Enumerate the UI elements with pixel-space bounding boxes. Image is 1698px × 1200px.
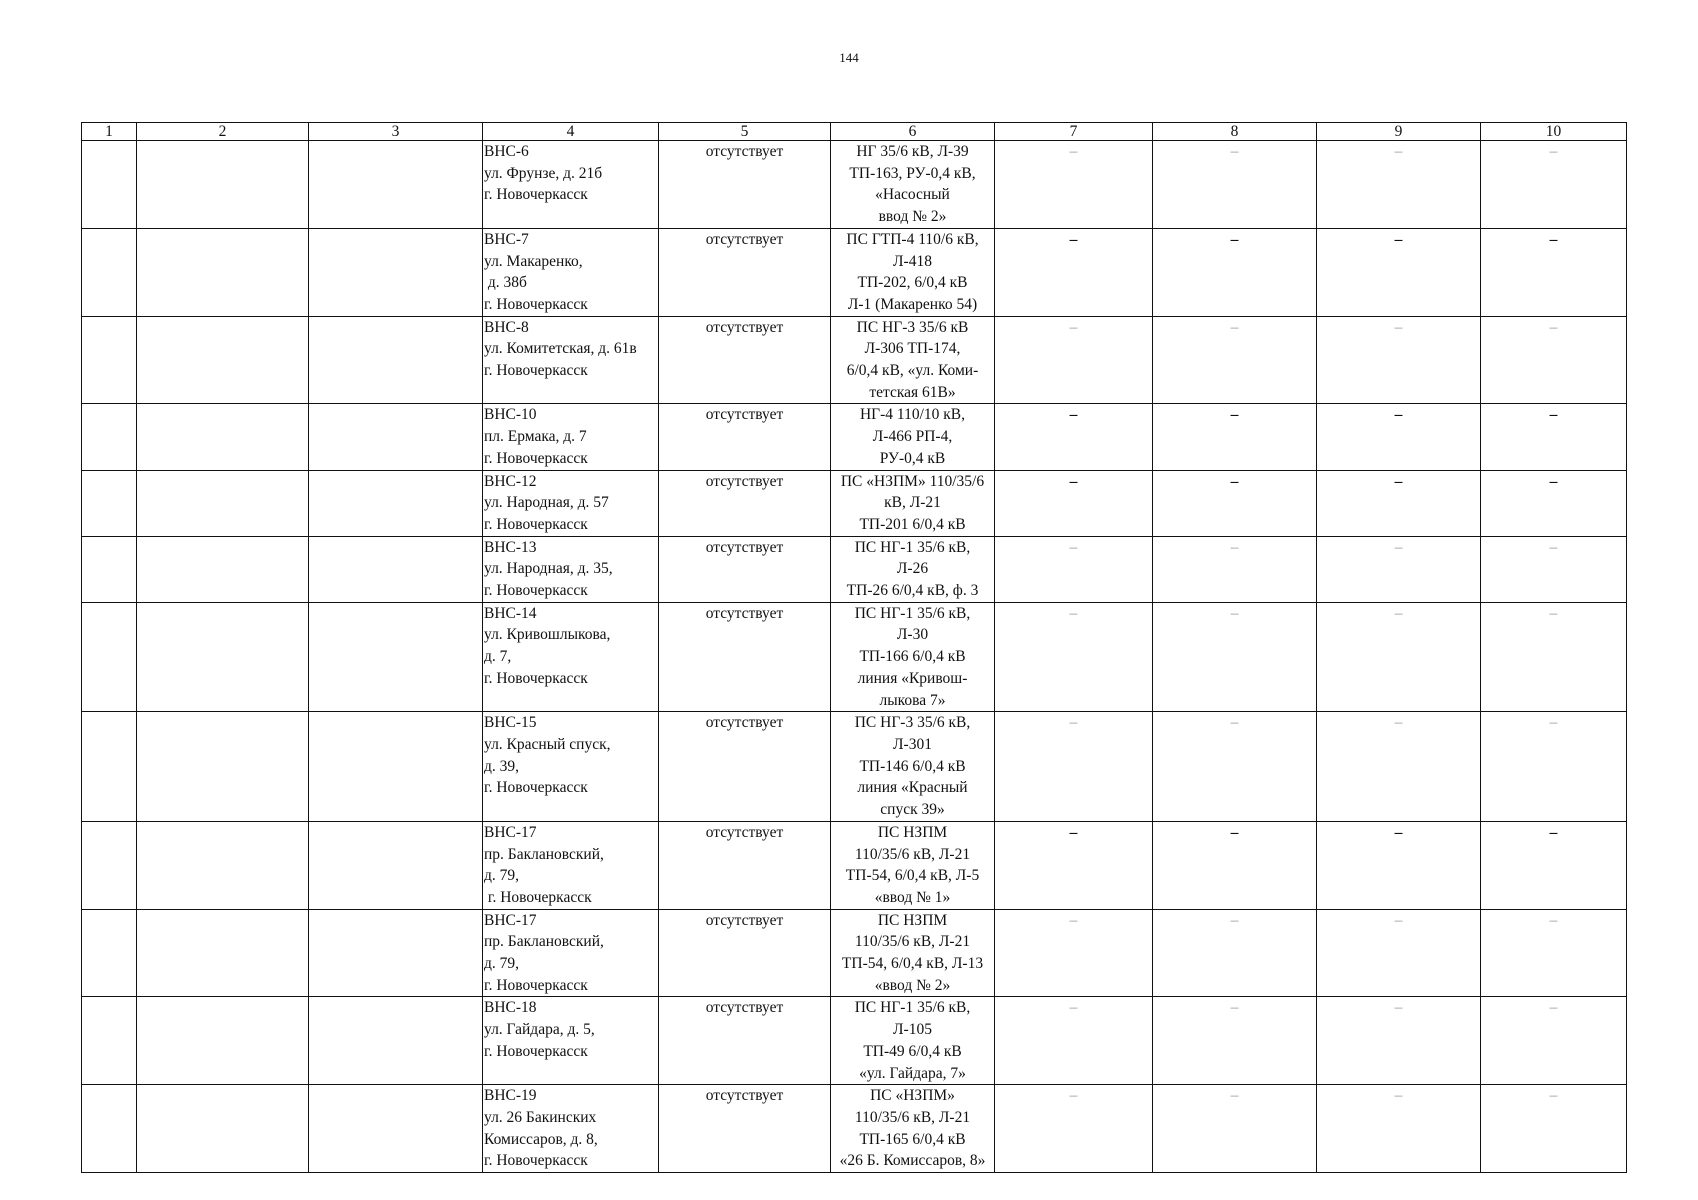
empty-cell	[137, 1085, 309, 1173]
empty-cell	[309, 470, 483, 536]
address-line: ВНС-18	[484, 999, 537, 1017]
empty-cell	[137, 821, 309, 909]
table-row	[82, 1085, 1627, 1173]
empty-cell	[309, 909, 483, 997]
dash-cell: –	[1481, 997, 1627, 1085]
address-line: г. Новочеркасск	[484, 362, 588, 380]
status-cell	[659, 821, 831, 909]
power-source-line: «ввод № 1»	[874, 888, 951, 906]
status-text: отсутствует	[705, 143, 784, 160]
power-source-line: ввод № 2»	[878, 208, 947, 226]
address-cell	[483, 712, 659, 822]
column-header: 4	[483, 123, 659, 141]
dash-cell: –	[1317, 316, 1481, 404]
power-source-line: ТП-54, 6/0,4 кВ, Л-13	[841, 955, 984, 973]
dash-cell: –	[995, 1085, 1153, 1173]
table-row	[82, 404, 1627, 470]
dash-cell: –	[1481, 821, 1627, 909]
column-header: 5	[659, 123, 831, 141]
dash-cell: –	[1317, 909, 1481, 997]
address-line: пл. Ермака, д. 7	[484, 428, 587, 446]
empty-cell	[82, 228, 137, 316]
address-line: ВНС-15	[484, 714, 537, 732]
power-source-line: 110/35/6 кВ, Л-21	[854, 1108, 971, 1126]
dash-cell: –	[1153, 997, 1317, 1085]
status-cell	[659, 909, 831, 997]
address-line: ул. Гайдара, д. 5,	[484, 1021, 595, 1039]
power-source-line: ТП-201 6/0,4 кВ	[859, 515, 966, 533]
status-text: отсутствует	[705, 823, 784, 841]
dash-cell: –	[1481, 909, 1627, 997]
data-table	[81, 122, 1627, 1173]
status-cell	[659, 228, 831, 316]
power-source-line: ТП-166 6/0,4 кВ	[859, 648, 966, 666]
empty-cell	[82, 404, 137, 470]
power-source-cell	[831, 712, 995, 822]
table-row	[82, 909, 1627, 997]
dash-cell: –	[1481, 1085, 1627, 1173]
address-line: ВНС-8	[484, 318, 529, 336]
dash-cell: –	[1317, 228, 1481, 316]
power-source-cell	[831, 909, 995, 997]
dash-cell: –	[1153, 536, 1317, 602]
status-cell	[659, 1085, 831, 1173]
status-cell	[659, 404, 831, 470]
address-line: г. Новочеркасск	[484, 1152, 588, 1170]
status-cell	[659, 470, 831, 536]
empty-cell	[137, 316, 309, 404]
dash-cell: –	[1153, 141, 1317, 229]
dash-cell: –	[1317, 821, 1481, 909]
address-line: ул. Фрунзе, д. 21б	[484, 164, 603, 182]
address-line: г. Новочеркасск	[484, 515, 588, 533]
page-number: 144	[839, 50, 859, 65]
power-source-line: ТП-202, 6/0,4 кВ	[857, 274, 968, 292]
dash-cell: –	[1153, 821, 1317, 909]
power-source-line: ПС НЗПМ	[877, 823, 948, 841]
address-line: д. 7,	[484, 648, 512, 666]
dash-cell: –	[1317, 712, 1481, 822]
address-line: ВНС-7	[484, 230, 529, 248]
power-source-line: ПС НГ-3 35/6 кВ,	[854, 714, 971, 732]
dash-cell: –	[1153, 602, 1317, 712]
dash-cell: –	[1153, 316, 1317, 404]
power-source-line: Л-418	[893, 252, 932, 270]
power-source-line: 6/0,4 кВ, «ул. Коми-	[846, 362, 979, 380]
empty-cell	[309, 997, 483, 1085]
power-source-line: лыкова 7»	[879, 691, 946, 709]
column-header: 3	[309, 123, 483, 141]
status-cell	[659, 712, 831, 822]
empty-cell	[137, 228, 309, 316]
address-cell	[483, 316, 659, 404]
power-source-cell	[831, 470, 995, 536]
table-row	[82, 316, 1627, 404]
power-source-line: ТП-54, 6/0,4 кВ, Л-5	[845, 867, 980, 885]
dash-cell: –	[995, 404, 1153, 470]
table-row	[82, 141, 1627, 229]
table-row	[82, 536, 1627, 602]
empty-cell	[137, 404, 309, 470]
power-source-line: РУ-0,4 кВ	[879, 449, 946, 467]
power-source-cell	[831, 821, 995, 909]
dash-cell: –	[1317, 1085, 1481, 1173]
dash-cell: –	[1317, 602, 1481, 712]
status-cell	[659, 316, 831, 404]
power-source-line: «ввод № 2»	[874, 976, 951, 994]
empty-cell	[309, 536, 483, 602]
dash-cell: –	[995, 712, 1153, 822]
status-text: отсутствует	[705, 911, 784, 929]
dash-cell: –	[1317, 470, 1481, 536]
status-cell	[659, 997, 831, 1085]
power-source-line: Л-306 ТП-174,	[864, 340, 961, 358]
dash-cell: –	[995, 470, 1153, 536]
dash-cell: –	[995, 997, 1153, 1085]
table-row	[82, 470, 1627, 536]
address-cell	[483, 404, 659, 470]
empty-cell	[82, 536, 137, 602]
address-line: ВНС-14	[484, 604, 537, 622]
power-source-line: ПС НГ-1 35/6 кВ,	[854, 999, 971, 1017]
dash-cell: –	[995, 602, 1153, 712]
address-line: г. Новочеркасск	[484, 582, 588, 600]
empty-cell	[309, 228, 483, 316]
dash-cell: –	[1481, 141, 1627, 229]
power-source-line: «Насосный	[875, 186, 950, 204]
dash-cell: –	[1153, 909, 1317, 997]
address-line: ул. Народная, д. 35,	[484, 560, 613, 578]
status-text: отсутствует	[705, 604, 784, 622]
empty-cell	[137, 712, 309, 822]
dash-cell: –	[1481, 228, 1627, 316]
address-line: г. Новочеркасск	[484, 888, 592, 906]
empty-cell	[82, 1085, 137, 1173]
column-header: 2	[137, 123, 309, 141]
empty-cell	[309, 404, 483, 470]
dash-cell: –	[1317, 997, 1481, 1085]
address-line: г. Новочеркасск	[484, 1042, 588, 1060]
address-line: г. Новочеркасск	[484, 295, 588, 313]
dash-cell: –	[995, 821, 1153, 909]
address-cell	[483, 602, 659, 712]
address-line: ВНС-13	[484, 538, 537, 556]
column-number-row	[82, 123, 1627, 141]
power-source-cell	[831, 1085, 995, 1173]
table-row	[82, 997, 1627, 1085]
dash-cell: –	[1317, 404, 1481, 470]
power-source-cell	[831, 316, 995, 404]
address-cell	[483, 470, 659, 536]
empty-cell	[137, 997, 309, 1085]
address-cell	[483, 909, 659, 997]
address-line: д. 79,	[484, 867, 520, 885]
status-cell	[659, 602, 831, 712]
address-line: ВНС-10	[484, 406, 537, 424]
address-line: ул. Кривошлыкова,	[484, 626, 611, 644]
address-line: г. Новочеркасск	[484, 976, 588, 994]
empty-cell	[309, 602, 483, 712]
status-text: отсутствует	[705, 230, 784, 248]
dash-cell: –	[1481, 536, 1627, 602]
address-line: ул. Макаренко,	[484, 252, 583, 270]
power-source-line: спуск 39»	[880, 801, 945, 819]
address-line: пр. Баклановский,	[484, 845, 604, 863]
table-row	[82, 712, 1627, 822]
dash-cell: –	[1481, 470, 1627, 536]
power-source-line: «26 Б. Комиссаров, 8»	[839, 1152, 986, 1170]
column-header: 9	[1317, 123, 1481, 141]
address-line: г. Новочеркасск	[484, 449, 588, 467]
power-source-cell	[831, 228, 995, 316]
power-source-line: тетская 61В»	[869, 383, 956, 401]
address-line: г. Новочеркасск	[484, 669, 588, 687]
dash-cell: –	[995, 228, 1153, 316]
power-source-line: ПС НЗПМ	[877, 911, 948, 929]
power-source-line: ПС НГ-3 35/6 кВ	[856, 318, 969, 336]
empty-cell	[137, 909, 309, 997]
power-source-line: Л-466 РП-4,	[872, 428, 953, 446]
power-source-cell	[831, 602, 995, 712]
empty-cell	[82, 141, 137, 229]
address-cell	[483, 536, 659, 602]
power-source-line: ТП-26 6/0,4 кВ, ф. 3	[846, 582, 979, 600]
status-text: отсутствует	[705, 538, 784, 556]
address-line: ул. Комитетская, д. 61в	[484, 340, 637, 358]
address-cell	[483, 141, 659, 229]
address-line: г. Новочеркасск	[484, 779, 588, 797]
address-line: ул. Народная, д. 57	[484, 494, 609, 512]
table-row	[82, 602, 1627, 712]
column-header: 10	[1481, 123, 1627, 141]
column-header: 6	[831, 123, 995, 141]
status-text: отсутствует	[705, 406, 784, 424]
power-source-line: кВ, Л-21	[884, 494, 941, 512]
power-source-line: Л-30	[896, 626, 929, 644]
dash-cell: –	[995, 536, 1153, 602]
power-source-line: ТП-165 6/0,4 кВ	[859, 1130, 966, 1148]
power-source-line: «ул. Гайдара, 7»	[859, 1064, 966, 1082]
address-cell	[483, 997, 659, 1085]
address-line: ВНС-17	[484, 911, 537, 929]
dash-cell: –	[1153, 228, 1317, 316]
empty-cell	[82, 602, 137, 712]
dash-cell: –	[995, 141, 1153, 229]
address-line: ВНС-17	[484, 823, 537, 841]
address-cell	[483, 228, 659, 316]
power-source-line: линия «Красный	[857, 779, 968, 797]
dash-cell: –	[1317, 141, 1481, 229]
dash-cell: –	[995, 909, 1153, 997]
power-source-line: ТП-49 6/0,4 кВ	[863, 1042, 962, 1060]
empty-cell	[82, 821, 137, 909]
status-text: отсутствует	[705, 472, 784, 490]
status-cell	[659, 536, 831, 602]
power-source-line: ТП-146 6/0,4 кВ	[859, 757, 966, 775]
dash-cell: –	[1481, 316, 1627, 404]
empty-cell	[309, 821, 483, 909]
empty-cell	[309, 316, 483, 404]
empty-cell	[137, 602, 309, 712]
power-source-line: линия «Кривош-	[857, 669, 968, 687]
column-header: 8	[1153, 123, 1317, 141]
power-source-cell	[831, 404, 995, 470]
address-line: ул. 26 Бакинских	[484, 1108, 597, 1126]
power-source-line: ПС НГ-1 35/6 кВ,	[854, 538, 971, 556]
status-cell	[659, 141, 831, 229]
power-source-line: Л-1 (Макаренко 54)	[847, 295, 978, 313]
status-text: отсутствует	[705, 318, 784, 336]
empty-cell	[137, 470, 309, 536]
address-line: ВНС-12	[484, 472, 537, 490]
power-source-line: НГ 35/6 кВ, Л-39	[856, 143, 969, 160]
address-cell	[483, 821, 659, 909]
address-line: пр. Баклановский,	[484, 933, 604, 951]
power-source-line: 110/35/6 кВ, Л-21	[854, 933, 971, 951]
power-source-line: ПС «НЗПМ» 110/35/6	[840, 472, 985, 490]
column-header: 7	[995, 123, 1153, 141]
power-source-line: ПС ГТП-4 110/6 кВ,	[846, 230, 979, 248]
empty-cell	[309, 141, 483, 229]
dash-cell: –	[1153, 470, 1317, 536]
empty-cell	[137, 536, 309, 602]
power-source-line: Л-301	[893, 735, 932, 753]
address-line: ул. Красный спуск,	[484, 735, 611, 753]
power-source-line: 110/35/6 кВ, Л-21	[854, 845, 971, 863]
dash-cell: –	[995, 316, 1153, 404]
empty-cell	[82, 997, 137, 1085]
address-line: д. 39,	[484, 757, 520, 775]
address-line: д. 38б	[484, 274, 527, 292]
status-text: отсутствует	[705, 714, 784, 732]
empty-cell	[309, 712, 483, 822]
address-cell	[483, 1085, 659, 1173]
dash-cell: –	[1153, 712, 1317, 822]
table-row	[82, 821, 1627, 909]
empty-cell	[82, 909, 137, 997]
empty-cell	[82, 316, 137, 404]
dash-cell: –	[1481, 602, 1627, 712]
empty-cell	[137, 141, 309, 229]
power-source-line: ТП-163, РУ-0,4 кВ,	[849, 164, 976, 182]
status-text: отсутствует	[705, 999, 784, 1017]
power-source-cell	[831, 536, 995, 602]
table-row	[82, 228, 1627, 316]
address-line: Комиссаров, д. 8,	[484, 1130, 598, 1148]
address-line: г. Новочеркасск	[484, 186, 588, 204]
power-source-line: НГ-4 110/10 кВ,	[859, 406, 966, 424]
empty-cell	[82, 470, 137, 536]
dash-cell: –	[1153, 404, 1317, 470]
address-line: ВНС-6	[484, 143, 529, 160]
power-source-line: Л-105	[893, 1021, 932, 1039]
address-line: д. 79,	[484, 955, 520, 973]
column-header: 1	[82, 123, 137, 141]
address-line: ВНС-19	[484, 1087, 537, 1105]
power-source-line: Л-26	[896, 560, 929, 578]
table-body	[82, 141, 1627, 1173]
dash-cell: –	[1481, 404, 1627, 470]
empty-cell	[82, 712, 137, 822]
status-text: отсутствует	[705, 1087, 784, 1105]
dash-cell: –	[1317, 536, 1481, 602]
power-source-cell	[831, 997, 995, 1085]
power-source-line: ПС «НЗПМ»	[870, 1087, 955, 1105]
empty-cell	[309, 1085, 483, 1173]
power-source-cell	[831, 141, 995, 229]
dash-cell: –	[1481, 712, 1627, 822]
dash-cell: –	[1153, 1085, 1317, 1173]
power-source-line: ПС НГ-1 35/6 кВ,	[854, 604, 971, 622]
